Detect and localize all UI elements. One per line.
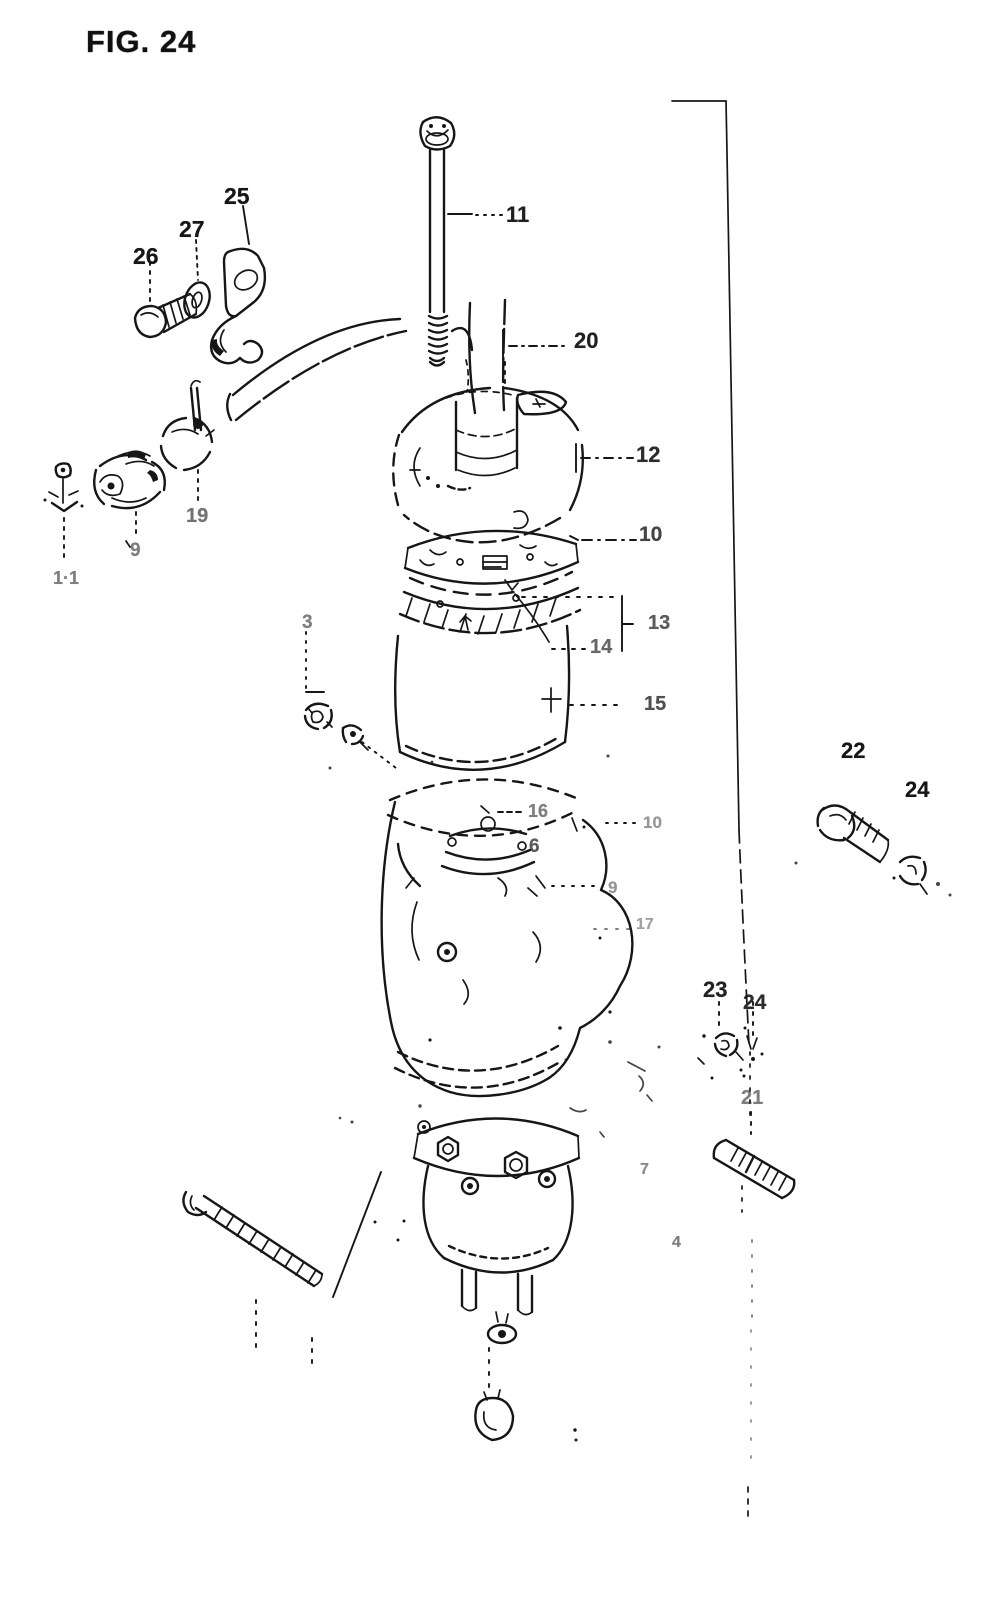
part-label-21: 21 [741,1087,764,1109]
part-label-22: 22 [841,738,866,763]
lower-bracket-drawing [414,1118,579,1343]
part-label-7: 7 [640,1161,649,1178]
part-label-27: 27 [179,216,205,242]
bolt-26-drawing [135,262,196,337]
part-label-9-left: 9 [130,540,141,561]
part-label-10: 10 [639,523,663,546]
part-label-14: 14 [590,636,613,658]
part-label-23: 23 [703,977,728,1002]
hardware-3-drawing [305,632,396,768]
part-label-26: 26 [133,243,159,269]
part-label-4: 4 [672,1234,681,1251]
nut-23-drawing [698,1002,747,1080]
part-label-20: 20 [574,328,599,353]
part-label-19: 19 [186,505,209,527]
part-label-24-lower: 24 [743,991,767,1014]
nut-24-right-drawing [893,857,928,894]
motor-cap-12-drawing [393,388,633,542]
scan-noise-specks [329,755,952,1138]
rubber-boot-drawing [94,450,165,547]
part-label-13: 13 [648,612,671,634]
yoke-band-10-drawing [405,531,636,595]
bottom-nut-drawing [475,1348,577,1442]
part-label-17-left: 1·1 [53,568,80,588]
lower-housing-drawing [382,802,633,1096]
cable-clamp-19-drawing [161,381,214,500]
part-label-25: 25 [224,183,250,209]
bolt-22-drawing [818,805,889,862]
stud-21-drawing [714,1112,795,1198]
part-label-16: 16 [528,801,549,821]
figure-title: FIG. 24 [86,24,197,59]
part-label-10-mid: 10 [643,813,662,832]
armature-15-drawing [395,626,622,770]
part-label-9-mid: 9 [608,878,618,897]
part-label-17: 17 [636,916,654,933]
part-label-3: 3 [302,612,313,633]
part-label-12: 12 [636,442,661,467]
part-label-6: 6 [529,836,540,857]
cable-terminal-drawing [44,463,84,558]
part-label-15: 15 [644,693,667,715]
threaded-rod-drawing [183,1172,405,1366]
right-border-line [672,101,752,1522]
clamp-bracket-25-drawing [211,206,265,363]
part-label-11: 11 [506,202,530,227]
mid-section-drawing [388,779,639,939]
part-label-24-right: 24 [905,777,930,802]
